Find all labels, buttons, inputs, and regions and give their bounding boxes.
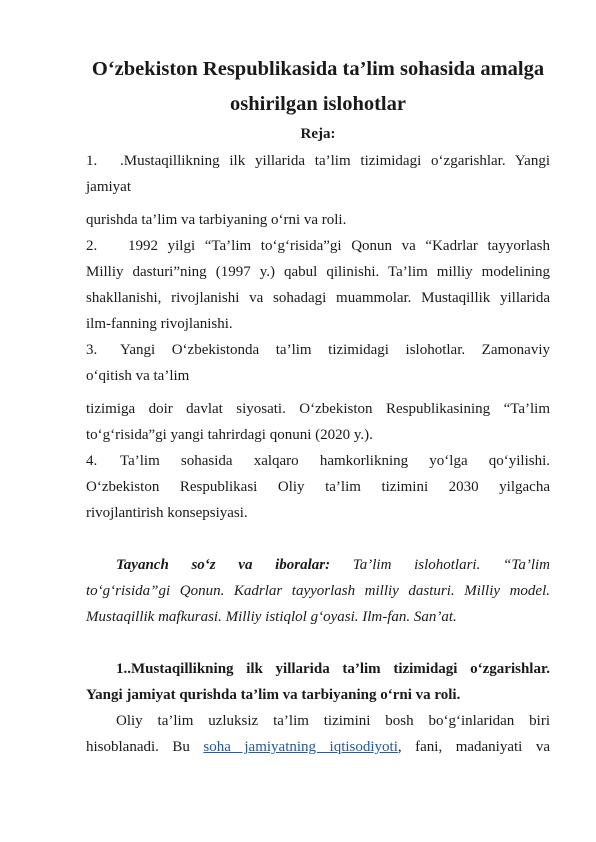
paragraph-text-after-link: , fani, madaniyati va [397,739,550,755]
plan-item-1-line-1 [86,152,550,170]
keywords-line-1 [116,556,550,574]
plan-item-2-line-2: Milliy dasturi”ning (1997 y.) qabul qilinishi. Ta’lim milliy modelining [86,264,550,280]
plan-item-4-line-1 [86,452,550,470]
keywords-line-3: Mustaqillik mafkurasi. Milliy istiqlol g‘oyasi. Ilm-fan. San’at. [86,609,457,625]
plan-item-1-line-2: jamiyat [86,179,131,195]
paragraph-text-before-link: hisoblanadi. Bu [86,739,190,755]
document-title-line-1: O‘zbekiston Respublikasida ta’lim sohasida amalga [91,58,545,80]
plan-item-4-number: 4. [86,453,98,469]
section-1-paragraph-line-1: Oliy ta’lim uzluksiz ta’lim tizimini bosh bo‘g‘inlaridan biri [116,713,550,729]
section-1-heading-line-1: 1..Mustaqillikning ilk yillarida ta’lim tizimidagi o‘zgarishlar. [116,661,550,677]
plan-item-3-line-2: o‘qitish va ta’lim [86,368,190,384]
plan-item-1-number: 1. [86,153,98,169]
plan-item-4-line-2: O‘zbekiston Respublikasi Oliy ta’lim tizimini 2030 yilgacha [86,479,550,495]
section-1-paragraph-line-2 [86,738,550,756]
plan-item-2-line-3: shakllanishi, rivojlanishi va sohadagi muammolar. Mustaqillik yillarida [86,290,550,306]
plan-item-2-number: 2. [86,238,98,254]
section-1-heading-line-2: Yangi jamiyat qurishda ta’lim va tarbiyaning o‘rni va roli. [86,687,461,703]
plan-item-2-text: 1992 yilgi “Ta’lim to‘g‘risida”gi Qonun va “Kadrlar tayyorlash [128,238,550,254]
economy-link[interactable]: soha jamiyatning iqtisodiyoti [203,739,398,755]
plan-item-3-text: Yangi O‘zbekistonda ta’lim tizimidagi islohotlar. Zamonaviy [120,342,550,358]
plan-item-4-line-3: rivojlantirish konsepsiyasi. [86,505,248,521]
plan-heading: Reja: [300,126,336,142]
plan-item-1-text: .Mustaqillikning ilk yillarida ta’lim tizimidagi o‘zgarishlar. Yangi [120,153,550,169]
keywords-line-2: to‘g‘risida”gi Qonun. Kadrlar tayyorlash milliy dasturi. Milliy model. [86,583,550,599]
plan-item-2-line-1 [86,237,550,255]
keywords-label: Tayanch so‘z va iboralar: [116,557,331,573]
plan-item-2-line-4: ilm-fanning rivojlanishi. [86,316,233,332]
plan-item-3-line-3: tizimiga doir davlat siyosati. O‘zbekiston Respublikasining “Ta’lim [86,401,550,417]
document-title-line-2: oshirilgan islohotlar [230,93,406,115]
keywords-text: Ta’lim islohotlari. “Ta’lim [352,557,550,573]
plan-item-1-line-3: qurishda ta’lim va tarbiyaning o‘rni va roli. [86,212,347,228]
plan-item-3-line-1 [86,341,550,359]
plan-item-3-line-4: to‘g‘risida”gi yangi tahrirdagi qonuni (2020 y.). [86,427,373,443]
plan-item-3-number: 3. [86,342,98,358]
plan-item-4-text: Ta’lim sohasida xalqaro hamkorlikning yo‘lga qo‘yilishi. [120,453,550,469]
